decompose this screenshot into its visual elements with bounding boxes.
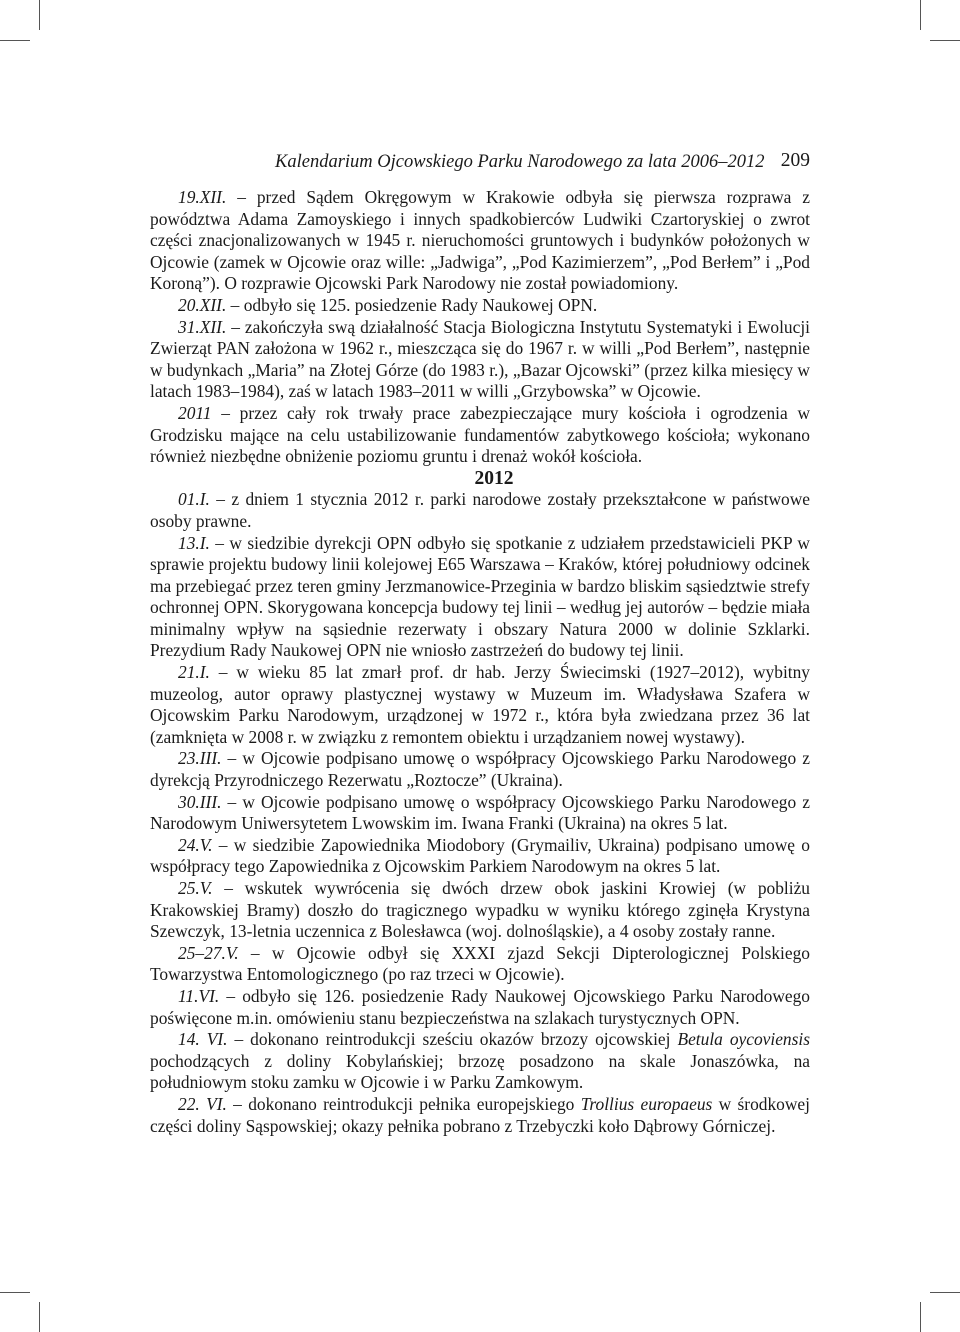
entry-25-27-v	[150, 943, 810, 986]
entry-date: 2011	[178, 402, 212, 423]
entry-21-i	[150, 662, 810, 748]
running-title: Kalendarium Ojcowskiego Parku Narodowego za lata 2006–2012	[275, 152, 765, 172]
entry-date: 24.V.	[178, 834, 213, 855]
entry-date: 22. VI.	[178, 1093, 227, 1114]
entry-14-vi	[150, 1029, 810, 1094]
entry-11-vi	[150, 986, 810, 1029]
entry-text: – w siedzibie dyrekcji OPN odbyło się spotkanie z udziałem przedstawicieli PKP w sprawie projektu budowy linii kolejowej E65 Warszawa – Kraków, której południowy odcinek ma przebiegać przez teren gminy Jerzmanowice-Przeginia w bardzo bliskim sąsiedztwie strefy ochronnej OPN. Skorygowana koncepcja budowy tej linii – według jej autorów – będzie miała minimalny wpływ na sąsiednie rezerwaty i obszary Natura 2000 w dolinie Szklarki. Prezydium Rady Naukowej OPN nie wniosło zastrzeżeń do budowy tej linii.	[150, 532, 810, 661]
entry-text: – w Ojcowie podpisano umowę o współpracy Ojcowskiego Parku Narodowego z Narodowym Uniwersytetem Lwowskim im. Iwana Franki (Ukraina) na okres 5 lat.	[150, 791, 810, 834]
crop-mark-bottom-right-horizontal	[930, 1292, 960, 1293]
entry-date: 20.XII.	[178, 294, 227, 315]
entry-date: 30.III.	[178, 791, 222, 812]
entry-01-i	[150, 489, 810, 532]
crop-mark-bottom-left-horizontal	[0, 1292, 30, 1293]
entry-date: 25.V.	[178, 878, 213, 898]
entry-date: 11.VI.	[178, 985, 220, 1006]
entry-text: – w Ojcowie odbył się XXXI zjazd Sekcji Dipterologicznej Polskiego Towarzystwa Entomologicznego (po raz trzeci w Ojcowie).	[150, 942, 810, 985]
entry-30-iii	[150, 792, 810, 835]
entry-text: – dokonano reintrodukcji pełnika europejskiego	[226, 1093, 581, 1114]
entry-date: 25–27.V.	[178, 942, 239, 963]
entry-text: – z dniem 1 stycznia 2012 r. parki narodowe zostały przekształcone w państwowe osoby prawne.	[150, 489, 810, 531]
entry-date: 14. VI.	[178, 1029, 228, 1050]
crop-mark-top-right-horizontal	[930, 40, 960, 41]
species-name: Trollius europaeus	[580, 1093, 713, 1114]
entry-text: – przez cały rok trwały prace zabezpieczające mury kościoła i ogrodzenia w Grodzisku mające na celu ustabilizowanie fundamentów zabytkowego kościoła; wykonano również niezbędne obniżenie poziomu gruntu i drenaż wokół kościoła.	[150, 402, 810, 467]
entry-date: 01.I.	[178, 489, 210, 510]
entry-31-xii	[150, 317, 810, 403]
entry-text: – dokonano reintrodukcji sześciu okazów brzozy ojcowskiej	[227, 1029, 678, 1050]
entry-text: – zakończyła swą działalność Stacja Biologiczna Instytutu Systematyki i Ewolucji Zwierząt PAN założona w 1962 r., mieszcząca się do 1967 r. w willi „Pod Berłem”, następnie w budynkach „Maria” na Złotej Górze (do 1983 r.), „Bazar Ojcowski” (przez kilka miesięcy w latach 1983–1984), zaś w latach 1983–2011 w willi „Grzybowska” w Ojcowie.	[150, 316, 810, 402]
entry-text: – odbyło się 125. posiedzenie Rady Naukowej OPN.	[226, 294, 598, 315]
entry-date: 23.III.	[178, 748, 222, 769]
crop-mark-top-right-vertical	[920, 0, 921, 30]
entry-text: – wskutek wywrócenia się dwóch drzew obok jaskini Krowiej (w pobliżu Krakowskiej Bramy) doszło do tragicznego wypadku w wyniku którego zginęła Krystyna Szewczyk, 13-letnia uczennica z Bolesławca (woj. dolnośląskie), a 4 osoby zostały ranne.	[150, 878, 810, 942]
entry-22-vi	[150, 1094, 810, 1137]
crop-mark-bottom-right-vertical	[920, 1302, 921, 1332]
page-header	[150, 148, 810, 176]
entry-23-iii	[150, 748, 810, 791]
year-heading: 2012	[474, 467, 514, 489]
entry-date: 13.I.	[178, 532, 210, 553]
entry-24-v	[150, 835, 810, 878]
entry-text: – przed Sądem Okręgowym w Krakowie odbyła się pierwsza rozprawa z powództwa Adama Zamoyskiego i innych spadkobierców Ludwiki Czartoryskiej o zwrot części znacjonalizowanych w 1945 r. nieruchomości gruntowych i budynków położonych w Ojcowie (zamek w Ojcowie oraz wille: „Jadwiga”, „Pod Kazimierzem”, „Pod Berłem” i „Pod Koroną”). O rozprawie Ojcowski Park Narodowy nie został powiadomiony.	[150, 187, 810, 294]
entry-20-xii	[150, 295, 810, 317]
page-number: 209	[780, 150, 810, 171]
entry-2011	[150, 403, 810, 468]
entry-date: 21.I.	[178, 662, 210, 683]
page-body	[150, 187, 810, 1137]
entry-13-i	[150, 533, 810, 663]
crop-mark-bottom-left-vertical	[39, 1302, 40, 1332]
entry-text: – odbyło się 126. posiedzenie Rady Naukowej Ojcowskiego Parku Narodowego poświęcone m.in. omówieniu stanu bezpieczeństwa na szlakach turystycznych OPN.	[150, 985, 810, 1028]
entry-text: pochodzących z doliny Kobylańskiej; brzozę posadzono na skale Jonaszówka, na południowym stoku zamku w Ojcowie i w Parku Zamkowym.	[150, 1050, 810, 1093]
entry-text: – w wieku 85 lat zmarł prof. dr hab. Jerzy Świecimski (1927–2012), wybitny muzeolog, autor oprawy plastycznej wystawy w Muzeum im. Władysława Szafera w Ojcowskim Parku Narodowym, urządzonej w 1972 r., która była zwiedzana przez 36 lat (zamknięta w 2008 r. w związku z remontem obiektu i urządzaniem nowej wystawy).	[150, 662, 810, 747]
entry-text: w środkowej części doliny Sąspowskiej; okazy pełnika pobrano z Trzebyczki koło Dąbrowy Górniczej.	[150, 1093, 810, 1136]
entry-date: 31.XII.	[178, 316, 227, 337]
species-name: Betula oycoviensis	[677, 1029, 810, 1050]
entry-date: 19.XII.	[178, 187, 227, 207]
entry-text: – w Ojcowie podpisano umowę o współpracy Ojcowskiego Parku Narodowego z dyrekcją Przyrodniczego Rezerwatu „Roztocze” (Ukraina).	[150, 748, 810, 791]
entry-25-v	[150, 878, 810, 943]
crop-mark-top-left-horizontal	[0, 40, 30, 41]
entry-text: – w siedzibie Zapowiednika Miodobory (Grymailiv, Ukraina) podpisano umowę o współpracy tego Zapowiednika z Ojcowskim Parkiem Narodowym na okres 5 lat.	[150, 834, 810, 877]
entry-19-xii	[150, 187, 810, 295]
crop-mark-top-left-vertical	[39, 0, 40, 30]
